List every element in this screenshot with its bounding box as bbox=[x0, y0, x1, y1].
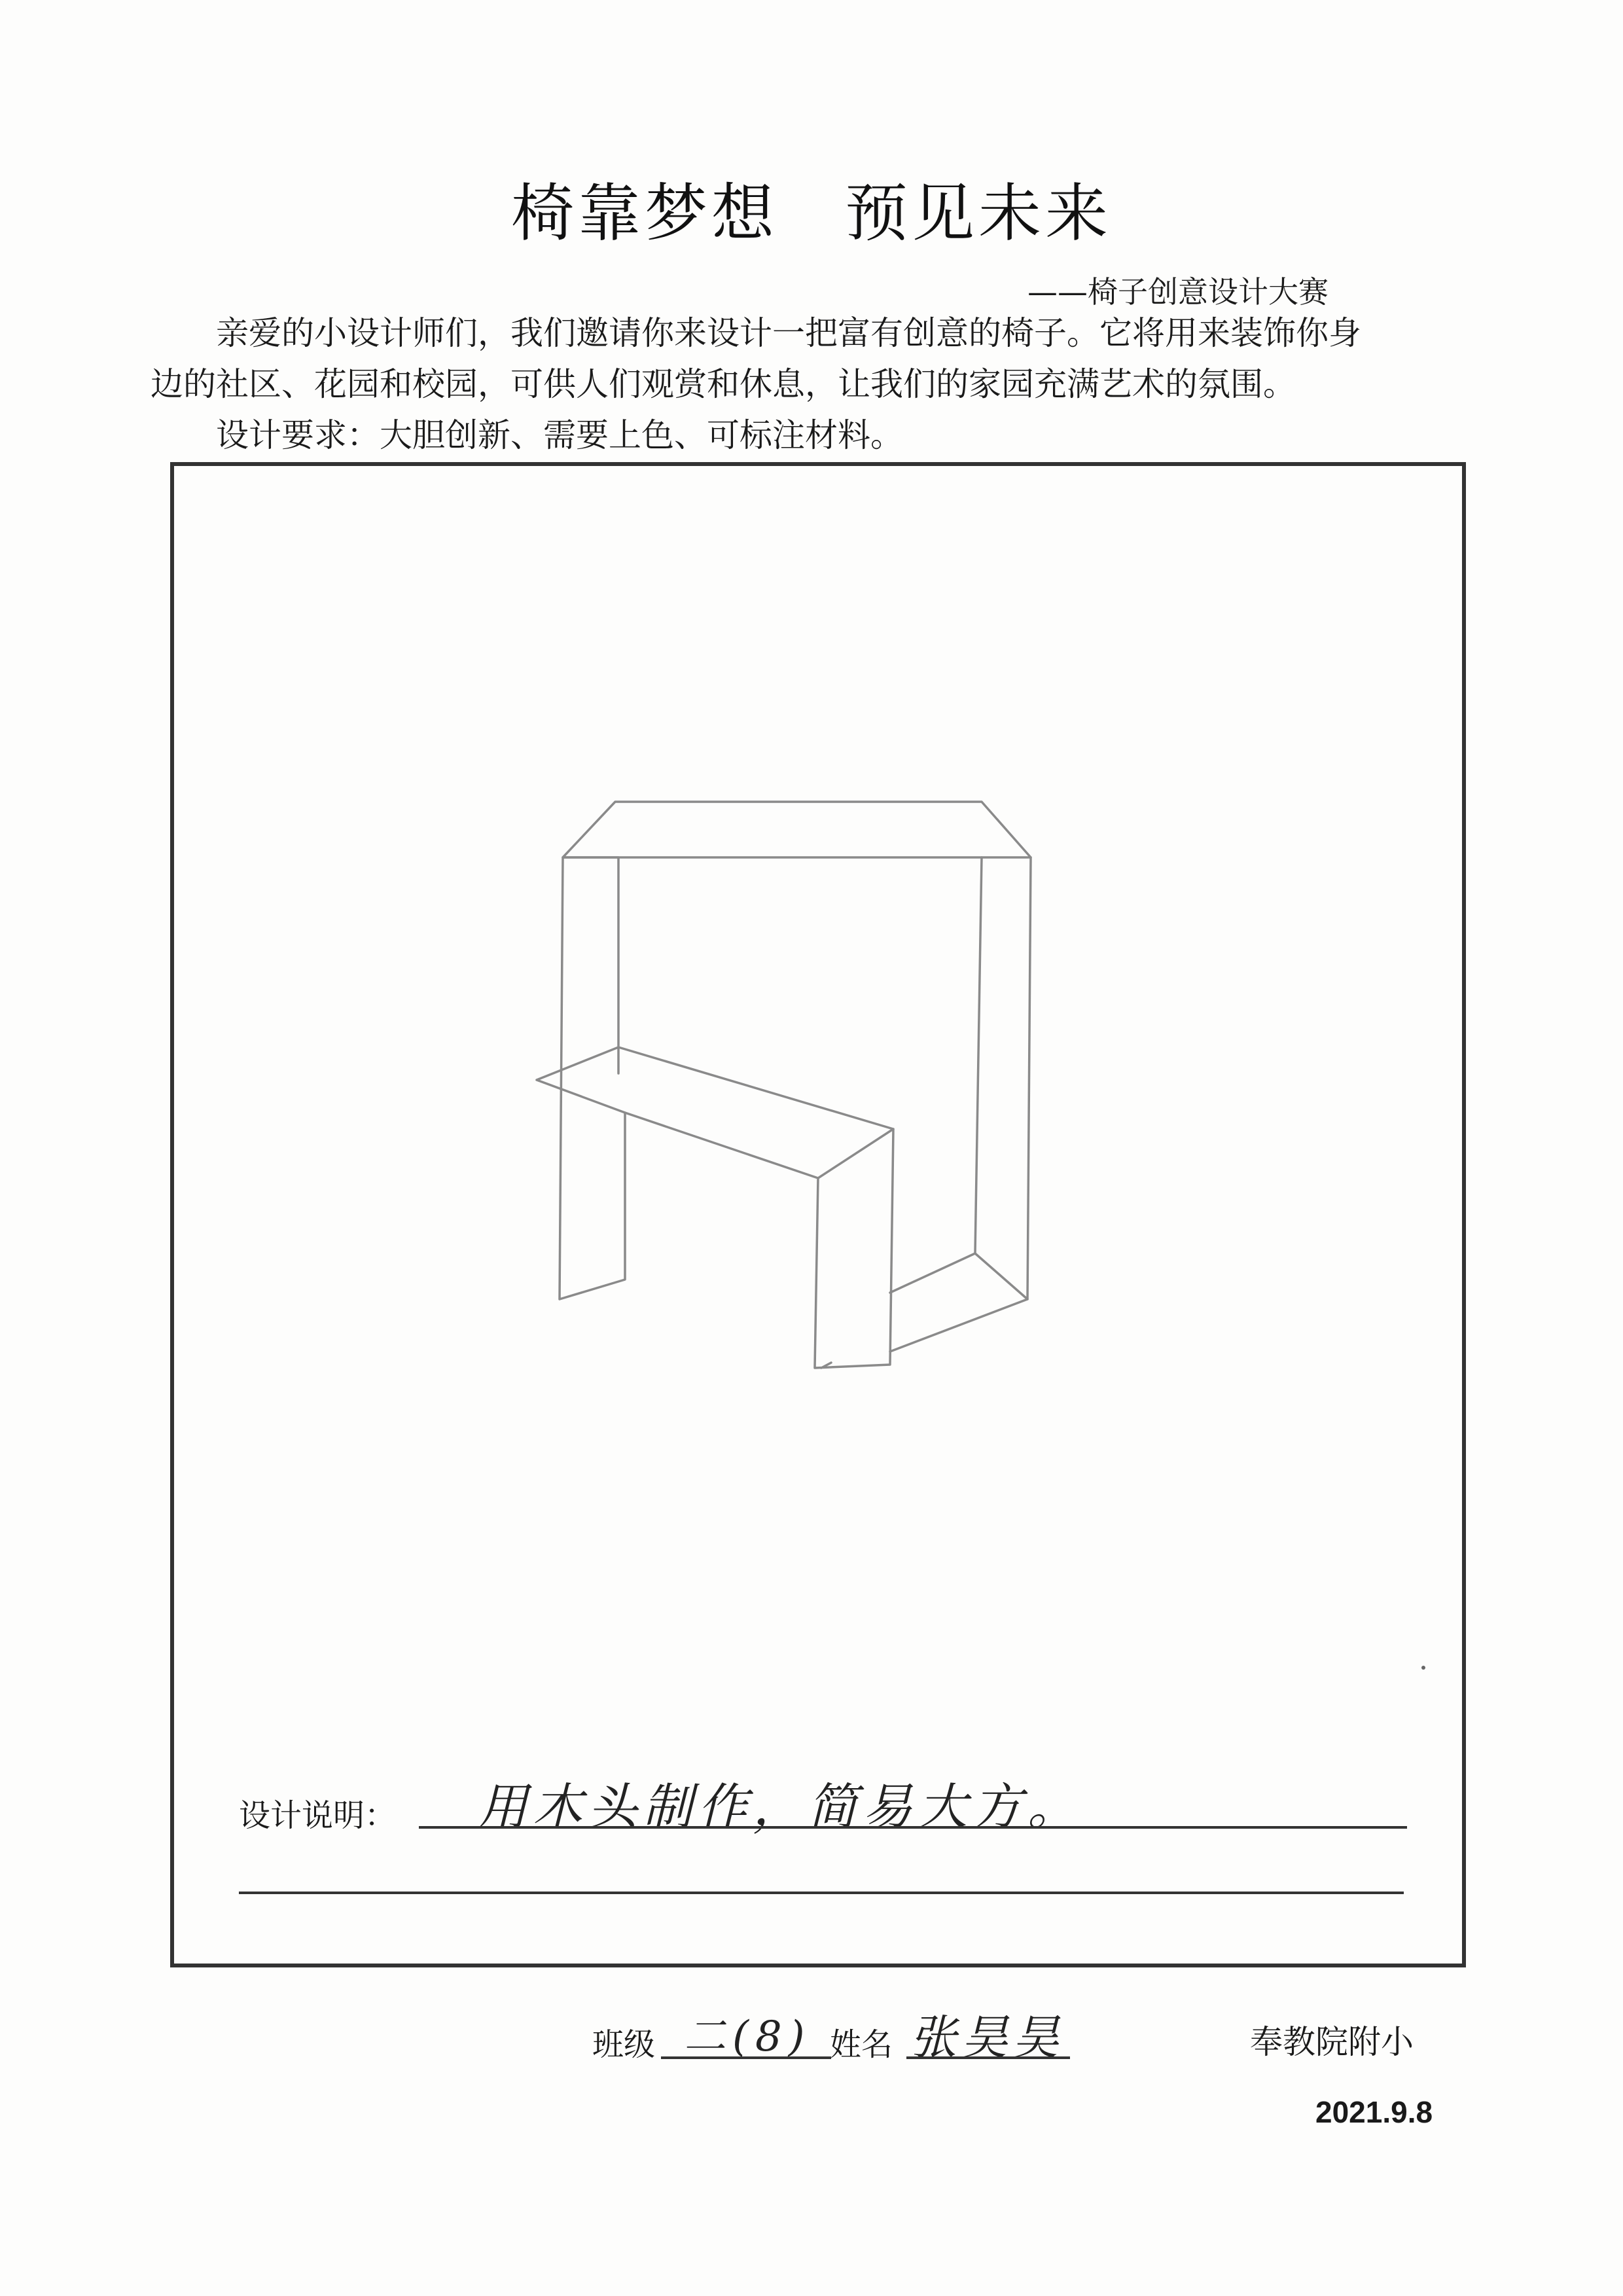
name-underline bbox=[906, 2056, 1070, 2059]
name-label: 姓名 bbox=[830, 2026, 893, 2063]
description-handwriting: 用木头制作，简易大方。 bbox=[478, 1778, 1082, 1836]
name-value: 张昊昊 bbox=[910, 2010, 1063, 2065]
class-label: 班级 bbox=[592, 2026, 656, 2063]
class-underline bbox=[661, 2056, 831, 2059]
intro-line-2: 边的社区、花园和校园，可供人们观赏和休息，让我们的家园充满艺术的氛围。 bbox=[151, 365, 1296, 403]
description-label: 设计说明： bbox=[239, 1797, 397, 1834]
date-stamp: 2021.9.8 bbox=[1315, 2095, 1433, 2129]
sketch-bottom-board bbox=[890, 1253, 1027, 1352]
design-requirements: 设计要求：大胆创新、需要上色、可标注材料。 bbox=[216, 416, 903, 454]
description-underline-2 bbox=[239, 1892, 1404, 1894]
school-name: 奉教院附小 bbox=[1250, 2023, 1414, 2061]
class-value: 二(8) bbox=[684, 2013, 812, 2061]
sketch-top-board bbox=[563, 802, 1031, 857]
page-subtitle: ——椅子创意设计大赛 bbox=[1027, 274, 1329, 310]
sketch-left-post bbox=[560, 857, 625, 1299]
page-title: 椅靠梦想 预见未来 bbox=[511, 177, 1112, 250]
pencil-dot bbox=[1421, 1666, 1425, 1670]
description-underline-1 bbox=[419, 1826, 1407, 1829]
sketch-seat-board bbox=[537, 1047, 893, 1178]
sketch-right-post bbox=[975, 857, 1031, 1299]
sketch-front-leg bbox=[815, 1129, 893, 1368]
intro-line-1: 亲爱的小设计师们，我们邀请你来设计一把富有创意的椅子。它将用来装饰你身 bbox=[216, 314, 1361, 352]
